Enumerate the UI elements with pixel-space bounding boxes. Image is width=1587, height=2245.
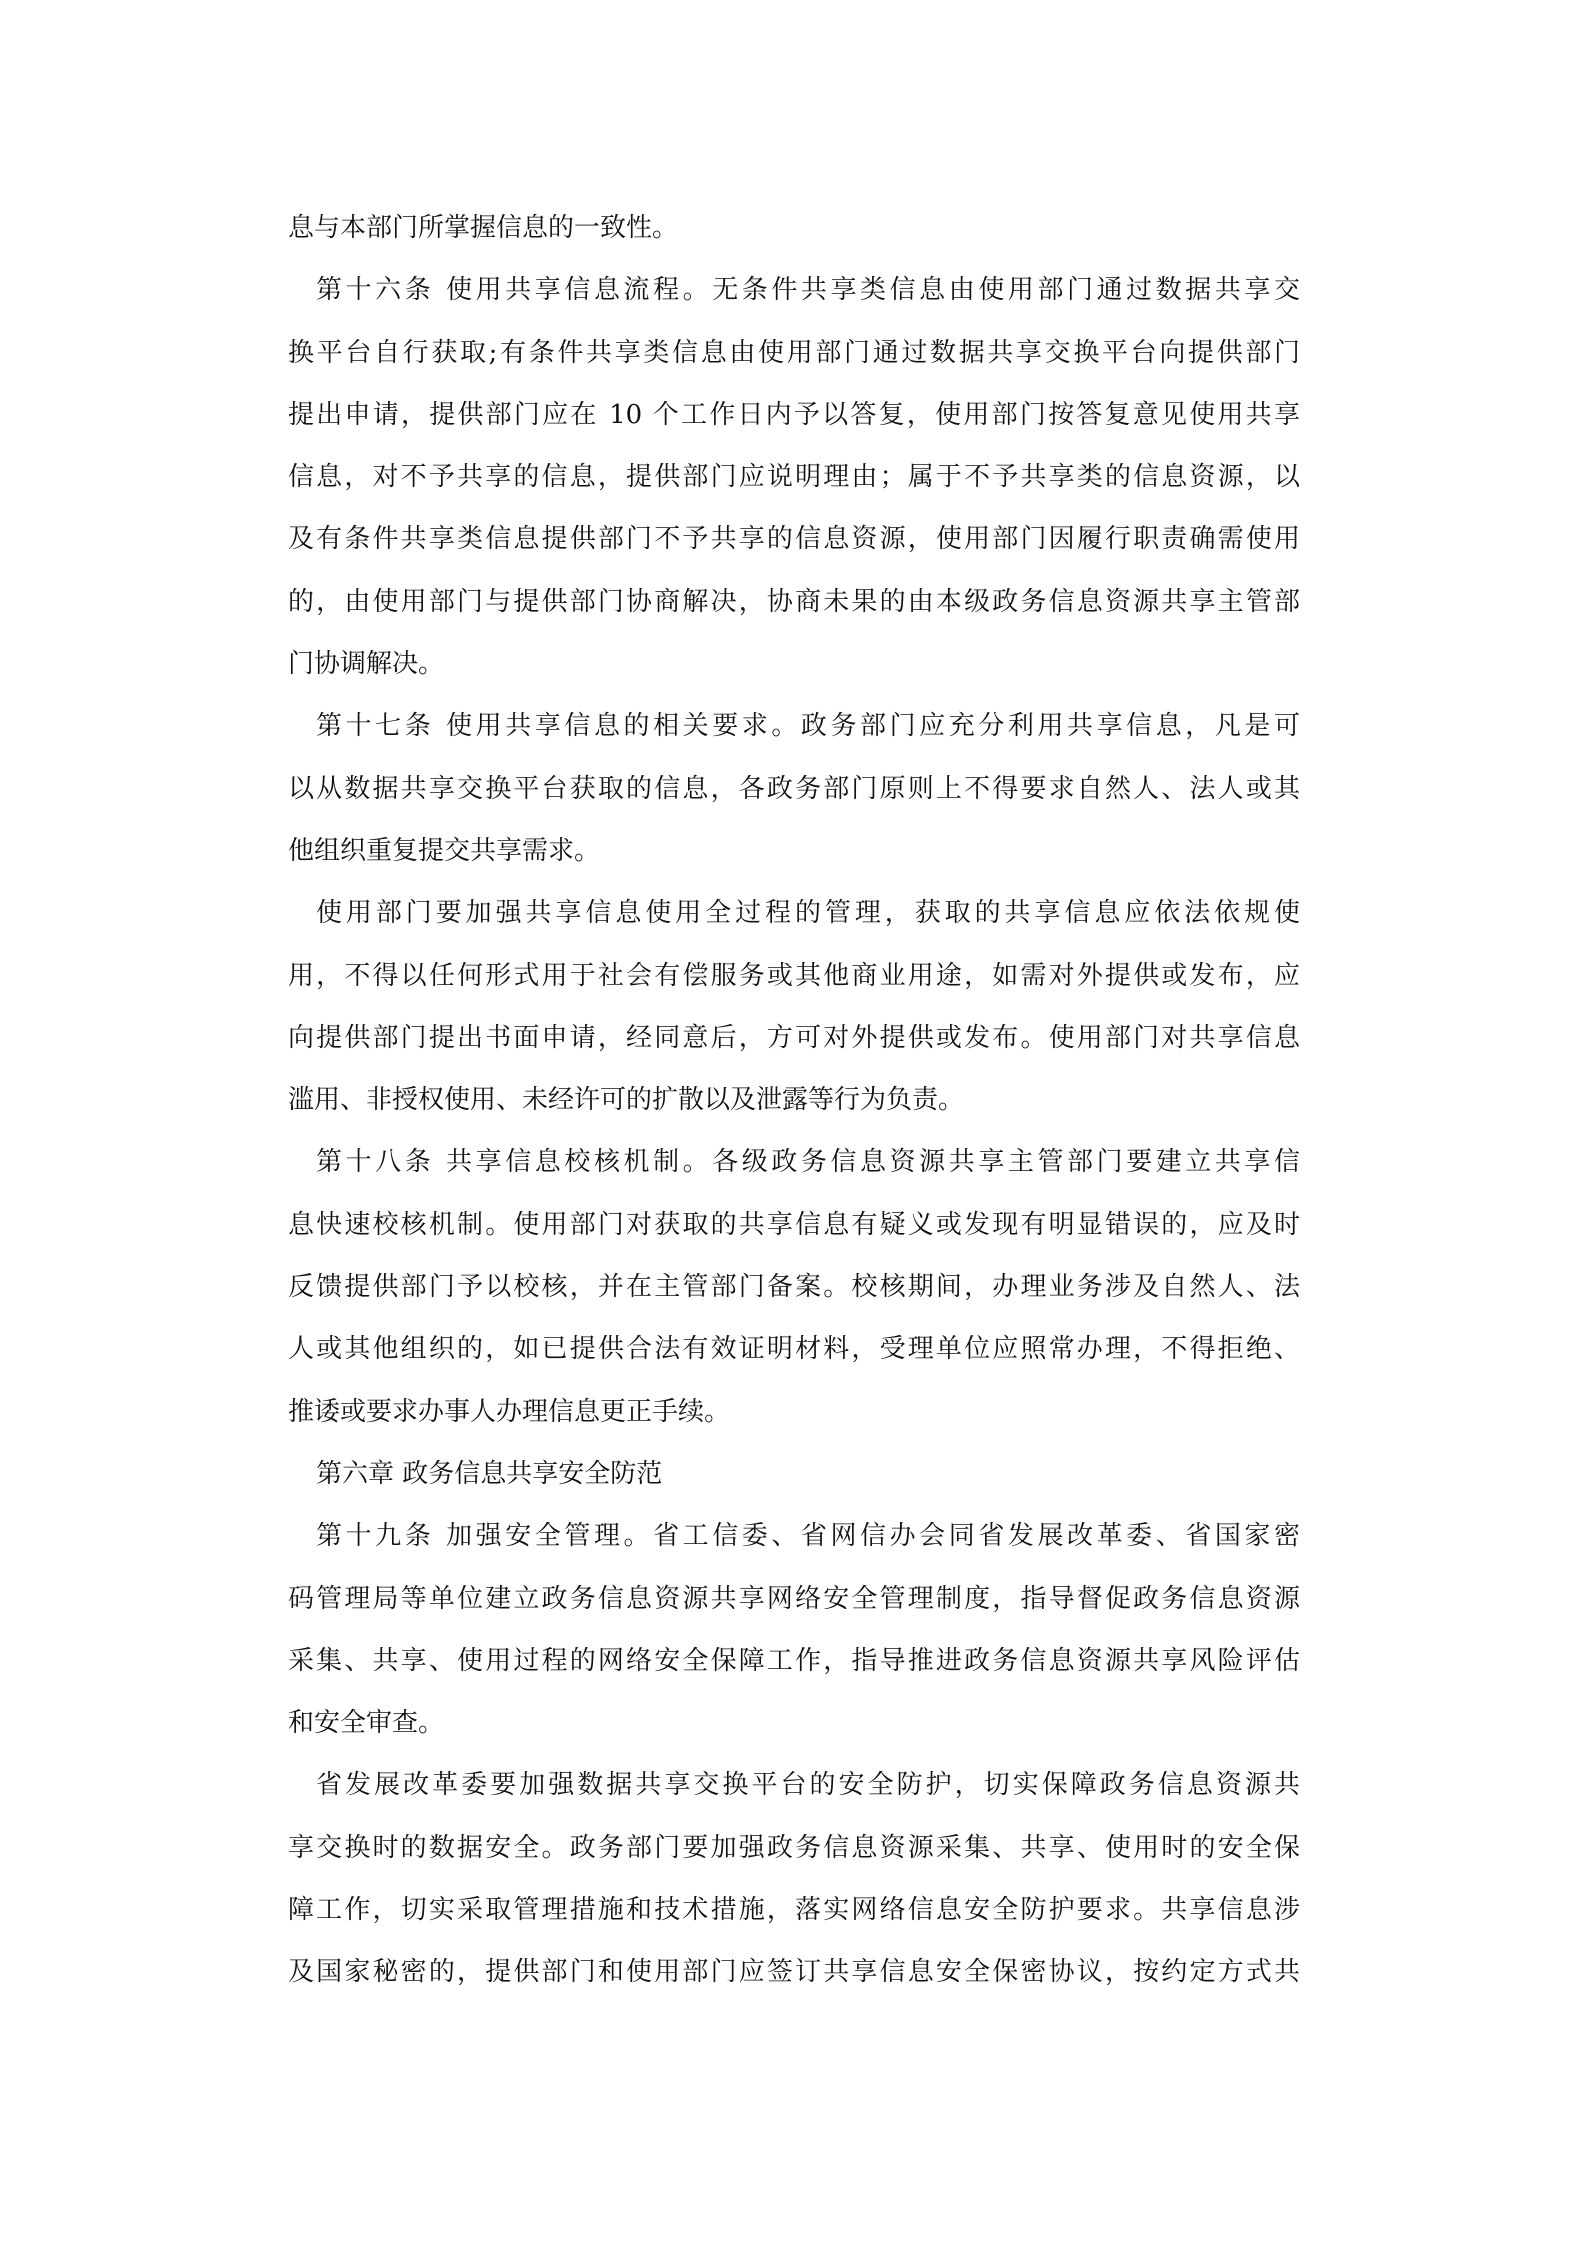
article-19-heading-line: 第十九条 加强安全管理。省工信委、省网信办会同省发展改革委、省国家密: [316, 1521, 1300, 1552]
document-page: [288, 197, 1300, 2004]
article-18-heading-line: 第十八条 共享信息校核机制。各级政务信息资源共享主管部门要建立共享信: [316, 1147, 1300, 1178]
text-line: 门协调解决。: [288, 649, 445, 680]
text-line: 反馈提供部门予以校核，并在主管部门备案。校核期间，办理业务涉及自然人、法: [288, 1272, 1300, 1303]
text-line: 享交换时的数据安全。政务部门要加强政务信息资源采集、共享、使用时的安全保: [288, 1832, 1300, 1863]
text-line: 及国家秘密的，提供部门和使用部门应签订共享信息安全保密协议，按约定方式共: [288, 1957, 1300, 1988]
text-line: 推诿或要求办事人办理信息更正手续。: [288, 1396, 731, 1427]
text-line: 的，由使用部门与提供部门协商解决，协商未果的由本级政务信息资源共享主管部: [288, 586, 1300, 617]
text-line: 码管理局等单位建立政务信息资源共享网络安全管理制度，指导督促政务信息资源: [288, 1583, 1300, 1614]
text-line: 息快速校核机制。使用部门对获取的共享信息有疑义或发现有明显错误的，应及时: [288, 1209, 1300, 1240]
chapter-6-heading: 第六章 政务信息共享安全防范: [316, 1458, 663, 1489]
text-line: 省发展改革委要加强数据共享交换平台的安全防护，切实保障政务信息资源共: [316, 1770, 1300, 1801]
article-16-heading-line: 第十六条 使用共享信息流程。无条件共享类信息由使用部门通过数据共享交: [316, 275, 1300, 306]
text-line: 提出申请，提供部门应在 10 个工作日内予以答复，使用部门按答复意见使用共享: [288, 399, 1300, 430]
text-line: 向提供部门提出书面申请，经同意后，方可对外提供或发布。使用部门对共享信息: [288, 1022, 1300, 1053]
text-line: 换平台自行获取;有条件共享类信息由使用部门通过数据共享交换平台向提供部门: [288, 337, 1300, 368]
text-line: 使用部门要加强共享信息使用全过程的管理，获取的共享信息应依法依规使: [316, 898, 1300, 929]
text-line: 信息，对不予共享的信息，提供部门应说明理由；属于不予共享类的信息资源，以: [288, 462, 1300, 493]
text-line: 以从数据共享交换平台获取的信息，各政务部门原则上不得要求自然人、法人或其: [288, 773, 1300, 804]
text-line: 采集、共享、使用过程的网络安全保障工作，指导推进政务信息资源共享风险评估: [288, 1645, 1300, 1676]
text-line: 和安全审查。: [288, 1708, 445, 1739]
text-line: 用，不得以任何形式用于社会有偿服务或其他商业用途，如需对外提供或发布，应: [288, 960, 1300, 991]
text-line: 人或其他组织的，如已提供合法有效证明材料，受理单位应照常办理，不得拒绝、: [288, 1334, 1300, 1365]
text-line: 息与本部门所掌握信息的一致性。: [288, 213, 679, 243]
text-line: 及有条件共享类信息提供部门不予共享的信息资源，使用部门因履行职责确需使用: [288, 524, 1300, 555]
text-line: 他组织重复提交共享需求。: [288, 835, 601, 866]
text-line: 滥用、非授权使用、未经许可的扩散以及泄露等行为负责。: [288, 1085, 965, 1116]
text-line: 障工作，切实采取管理措施和技术措施，落实网络信息安全防护要求。共享信息涉: [288, 1895, 1300, 1926]
article-17-heading-line: 第十七条 使用共享信息的相关要求。政务部门应充分利用共享信息，凡是可: [316, 711, 1300, 742]
